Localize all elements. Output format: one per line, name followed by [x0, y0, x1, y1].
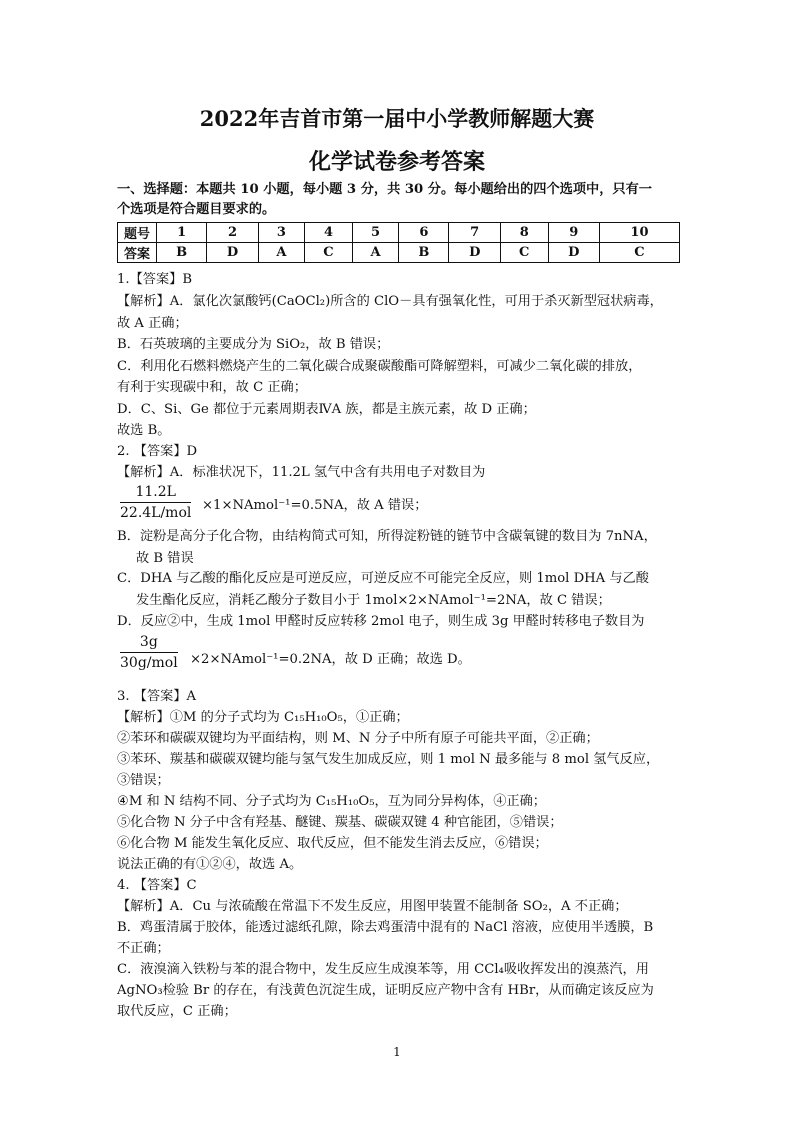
table-cell: 4: [305, 223, 353, 243]
table-cell: 2: [207, 223, 258, 243]
page-number: 1: [393, 1045, 401, 1059]
table-cell: B: [399, 243, 449, 263]
q3-line: 说法正确的有①②④，故选 A。: [117, 857, 303, 872]
table-cell: C: [500, 243, 548, 263]
table-cell: 6: [399, 223, 449, 243]
q2-line-a: 【解析】A．标准状况下，11.2L 氢气中含有共用电子对数目为: [117, 465, 486, 480]
q2-answer: 2. 【答案】D: [117, 444, 198, 459]
q2-line-c2: 发生酯化反应，消耗乙酸分子数目小于 1mol×2×NAmol⁻¹=2NA，故 C 错误；: [136, 593, 611, 608]
q2-fraction-2-tail: ×2×NAmol⁻¹=0.2NA，故 D 正确；故选 D。: [190, 652, 471, 667]
table-cell: D: [207, 243, 258, 263]
answer-table: [117, 222, 680, 263]
q3-line: ④M 和 N 结构不同、分子式均为 C₁₅H₁₀O₅，互为同分异构体，④正确；: [117, 794, 546, 809]
table-cell: C: [599, 243, 679, 263]
q4-line: 【解析】A．Cu 与浓硫酸在常温下不发生反应，用图甲装置不能制备 SO₂，A 不正确；: [117, 899, 628, 914]
q3-line: ③苯环、羰基和碳碳双键均能与氢气发生加成反应，则 1 mol N 最多能与 8 mol 氢气反应，: [117, 752, 660, 767]
table-cell: 7: [449, 223, 500, 243]
document-title: 2022年吉首市第一届中小学教师解题大赛: [199, 106, 595, 131]
q3-line: 【解析】①M 的分子式均为 C₁₅H₁₀O₅，①正确；: [117, 710, 409, 725]
q3-line: ②苯环和碳碳双键均为平面结构，则 M、N 分子中所有原子可能共平面，②正确；: [117, 731, 599, 746]
table-cell: 5: [352, 223, 398, 243]
table-cell: 8: [500, 223, 548, 243]
q2-fraction-2: [120, 634, 178, 671]
q3-answer: 3. 【答案】A: [117, 689, 197, 704]
q2-line-c1: C．DHA 与乙酸的酯化反应是可逆反应，可逆反应不可能完全反应，则 1mol DHA 与乙酸: [117, 571, 649, 586]
answer-table-number-row: [118, 223, 680, 243]
q1-line: 故选 B。: [117, 423, 171, 438]
section-heading-line1: 一、选择题：本题共 10 小题，每小题 3 分，共 30 分。每小题给出的四个选项中，只有一: [117, 182, 652, 197]
table-cell: D: [449, 243, 500, 263]
q2-fraction-1: [120, 484, 191, 521]
q2-line-b1: B．淀粉是高分子化合物，由结构简式可知，所得淀粉链的链节中含碳氧键的数目为 7nNA，: [117, 529, 657, 544]
q2-line-d: D．反应②中，生成 1mol 甲醛时反应转移 2mol 电子，则生成 3g 甲醛时转移电子数目为: [117, 614, 645, 629]
table-cell: 1: [157, 223, 207, 243]
table-cell: 3: [258, 223, 304, 243]
fraction-denominator: 30g/mol: [120, 655, 178, 671]
q1-line: 【解析】A．氯化次氯酸钙(CaOCl₂)所含的 ClO－具有强氧化性，可用于杀灭新型冠状病毒，: [117, 294, 663, 309]
q3-line: ⑤化合物 N 分子中含有羟基、醚键、羰基、碳碳双键 4 种官能团，⑤错误；: [117, 815, 563, 830]
table-header-answer: 答案: [118, 243, 157, 263]
document-subtitle: 化学试卷参考答案: [308, 149, 485, 175]
table-cell: 10: [599, 223, 679, 243]
table-cell: B: [157, 243, 207, 263]
q4-line: B．鸡蛋清属于胶体，能透过滤纸孔隙，除去鸡蛋清中混有的 NaCl 溶液，应使用半透膜，B: [117, 920, 654, 935]
table-cell: A: [258, 243, 304, 263]
q1-line: B．石英玻璃的主要成分为 SiO₂，故 B 错误；: [117, 337, 390, 352]
answer-table-answer-row: [118, 243, 680, 263]
q4-answer: 4. 【答案】C: [117, 878, 197, 893]
section-heading-line2: 个选项是符合题目要求的。: [117, 202, 276, 217]
table-cell: 9: [548, 223, 599, 243]
q3-line: ⑥化合物 M 能发生氧化反应、取代反应，但不能发生消去反应，⑥错误；: [117, 836, 548, 851]
q4-line: AgNO₃检验 Br 的存在，有浅黄色沉淀生成，证明反应产物中含有 HBr，从而确定该反应为: [117, 983, 654, 998]
q2-fraction-1-tail: ×1×NAmol⁻¹=0.5NA，故 A 错误；: [202, 498, 428, 513]
table-cell: A: [352, 243, 398, 263]
fraction-denominator: 22.4L/mol: [120, 505, 192, 521]
fraction-numerator: 3g: [120, 634, 178, 653]
fraction-numerator: 11.2L: [120, 484, 191, 503]
table-header-question-number: 题号: [118, 223, 157, 243]
q1-line: C．利用化石燃料燃烧产生的二氧化碳合成聚碳酸酯可降解塑料，可减少二氧化碳的排放，: [117, 359, 642, 374]
q1-line: 故 A 正确；: [117, 316, 188, 331]
q2-line-b2: 故 B 错误: [136, 551, 194, 566]
table-cell: D: [548, 243, 599, 263]
q4-line: 取代反应，C 正确；: [117, 1004, 237, 1019]
q4-line: C．液溴滴入铁粉与苯的混合物中，发生反应生成溴苯等，用 CCl₄吸收挥发出的溴蒸汽，用: [117, 962, 649, 977]
q1-answer: 1.【答案】B: [117, 272, 193, 287]
q3-line: ③错误；: [117, 773, 170, 788]
table-cell: C: [305, 243, 353, 263]
q4-line: 不正确；: [117, 941, 170, 956]
q1-line: D．C、Si、Ge 都位于元素周期表ⅣA 族，都是主族元素，故 D 正确；: [117, 402, 536, 417]
q1-line: 有利于实现碳中和，故 C 正确；: [117, 380, 307, 395]
